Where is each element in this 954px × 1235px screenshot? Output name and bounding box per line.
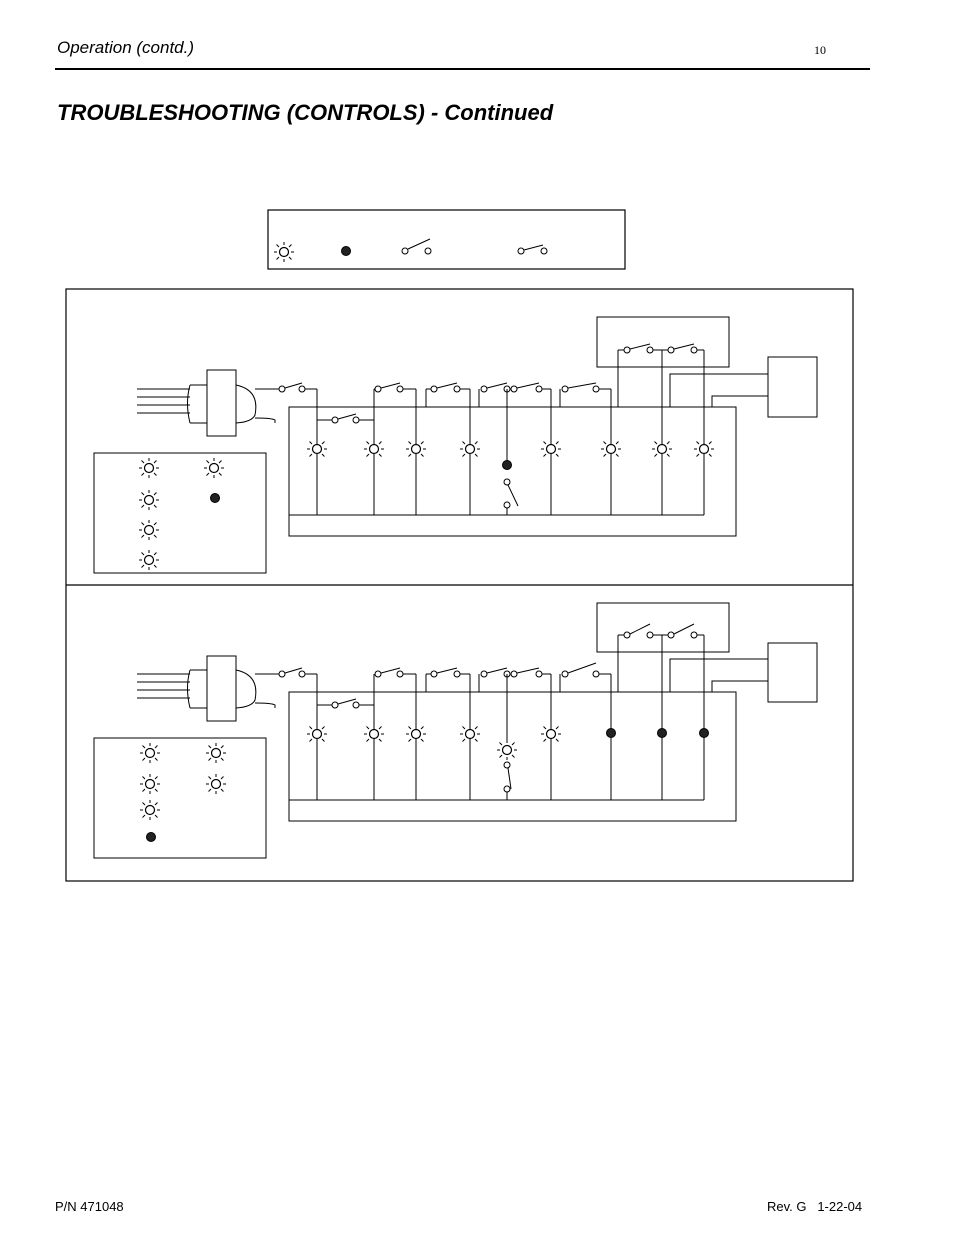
circuit-bottom — [94, 603, 817, 858]
page-number: 10 — [814, 43, 826, 57]
section-header: Operation (contd.) — [57, 38, 195, 57]
revision: Rev. G 1-22-04 — [767, 1199, 863, 1214]
circuit-top — [94, 317, 817, 573]
top-circuit-lamps — [307, 439, 714, 470]
part-number: P/N 471048 — [55, 1199, 124, 1214]
bottom-panel-lamps — [140, 743, 226, 842]
bottom-circuit-lamps — [307, 724, 709, 760]
top-panel-lamps — [139, 458, 224, 570]
page-title: TROUBLESHOOTING (CONTROLS) - Continued — [57, 100, 554, 125]
lamp-off-icon — [342, 247, 351, 256]
lamp-lit-icon — [274, 242, 294, 262]
legend-box — [268, 210, 625, 269]
switch-open-icon — [402, 239, 431, 254]
switch-closed-icon — [518, 245, 547, 254]
